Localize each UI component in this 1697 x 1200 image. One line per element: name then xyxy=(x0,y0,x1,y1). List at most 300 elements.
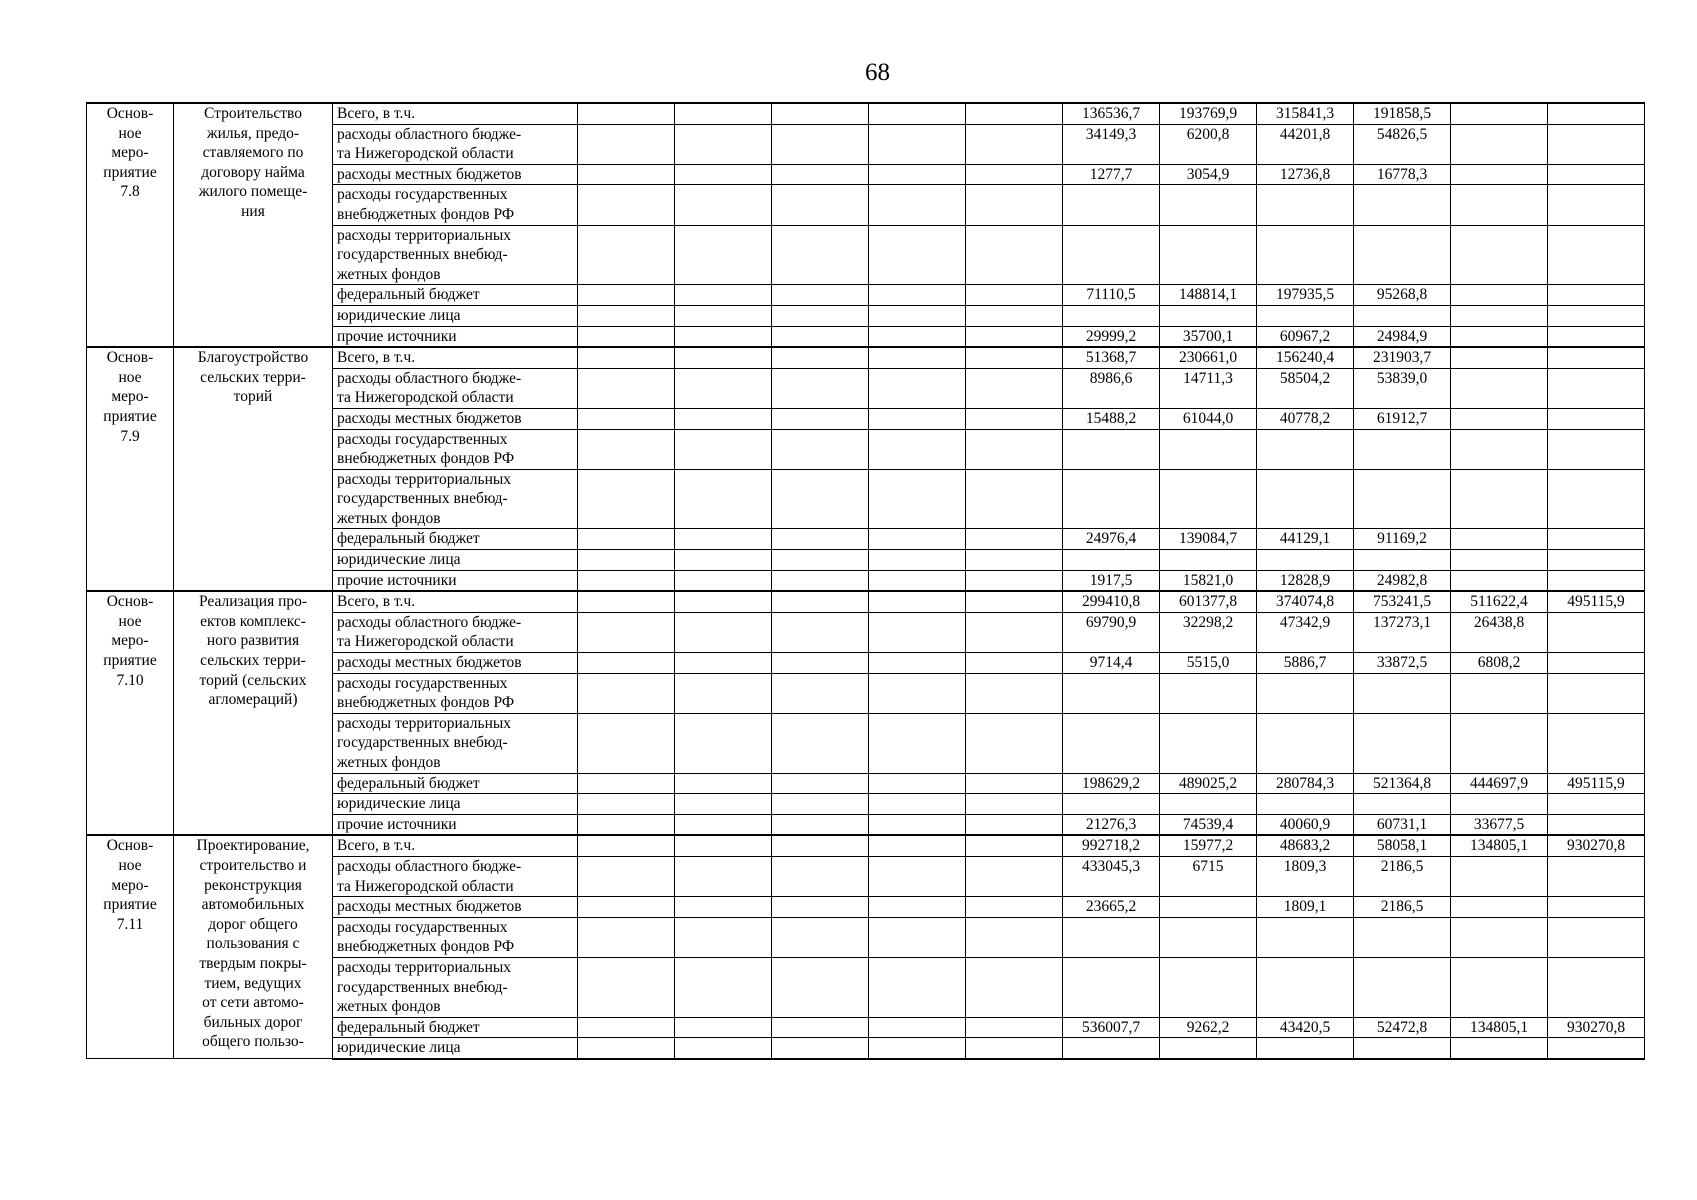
value-cell xyxy=(869,917,966,957)
value-cell: 299410,8 xyxy=(1063,591,1160,612)
value-cell: 15821,0 xyxy=(1160,570,1257,591)
value-cell xyxy=(675,794,772,815)
value-cell: 511622,4 xyxy=(1451,591,1548,612)
value-cell xyxy=(675,408,772,429)
value-cell xyxy=(1548,305,1645,326)
value-cell xyxy=(675,856,772,896)
value-cell xyxy=(1160,305,1257,326)
value-cell xyxy=(869,225,966,285)
value-cell: 156240,4 xyxy=(1257,347,1354,368)
value-cell: 521364,8 xyxy=(1354,773,1451,794)
value-cell xyxy=(1063,1038,1160,1059)
value-cell: 137273,1 xyxy=(1354,612,1451,652)
value-cell xyxy=(1160,673,1257,713)
value-cell: 8986,6 xyxy=(1063,368,1160,408)
funding-source: юридические лица xyxy=(333,794,578,815)
value-cell xyxy=(1160,1038,1257,1059)
value-cell: 136536,7 xyxy=(1063,103,1160,124)
funding-source: расходы территориальных государственных внебюд- жетных фондов xyxy=(333,225,578,285)
funding-source: федеральный бюджет xyxy=(333,773,578,794)
value-cell xyxy=(578,612,675,652)
value-cell xyxy=(578,835,675,856)
funding-source: прочие источники xyxy=(333,570,578,591)
value-cell xyxy=(1548,814,1645,835)
value-cell xyxy=(1451,225,1548,285)
value-cell: 16778,3 xyxy=(1354,164,1451,185)
value-cell: 495115,9 xyxy=(1548,591,1645,612)
value-cell: 193769,9 xyxy=(1160,103,1257,124)
value-cell xyxy=(772,529,869,550)
value-cell: 61044,0 xyxy=(1160,408,1257,429)
funding-source: расходы областного бюдже- та Нижегородской области xyxy=(333,612,578,652)
value-cell xyxy=(578,591,675,612)
value-cell xyxy=(966,429,1063,469)
value-cell xyxy=(772,225,869,285)
value-cell xyxy=(1548,185,1645,225)
value-cell: 315841,3 xyxy=(1257,103,1354,124)
event-label: Основ- ное меро- приятие 7.11 xyxy=(87,835,174,1059)
value-cell xyxy=(772,164,869,185)
value-cell xyxy=(1354,1038,1451,1059)
value-cell xyxy=(675,835,772,856)
value-cell xyxy=(772,347,869,368)
funding-source: расходы областного бюдже- та Нижегородской области xyxy=(333,368,578,408)
value-cell xyxy=(772,713,869,773)
value-cell xyxy=(1354,185,1451,225)
value-cell xyxy=(1548,612,1645,652)
value-cell xyxy=(1257,794,1354,815)
funding-source: федеральный бюджет xyxy=(333,1017,578,1038)
value-cell xyxy=(1451,469,1548,529)
value-cell xyxy=(966,225,1063,285)
funding-source: федеральный бюджет xyxy=(333,529,578,550)
value-cell xyxy=(966,957,1063,1017)
funding-source: расходы местных бюджетов xyxy=(333,164,578,185)
funding-source: юридические лица xyxy=(333,550,578,571)
value-cell xyxy=(869,856,966,896)
value-cell xyxy=(1257,550,1354,571)
value-cell xyxy=(772,326,869,347)
value-cell xyxy=(869,368,966,408)
value-cell: 95268,8 xyxy=(1354,285,1451,306)
value-cell xyxy=(1354,225,1451,285)
value-cell xyxy=(675,1017,772,1038)
value-cell xyxy=(772,429,869,469)
value-cell xyxy=(675,917,772,957)
value-cell xyxy=(1451,897,1548,918)
value-cell: 495115,9 xyxy=(1548,773,1645,794)
value-cell xyxy=(966,469,1063,529)
value-cell: 61912,7 xyxy=(1354,408,1451,429)
value-cell xyxy=(578,326,675,347)
value-cell xyxy=(578,653,675,674)
value-cell xyxy=(1548,408,1645,429)
value-cell: 48683,2 xyxy=(1257,835,1354,856)
value-cell xyxy=(675,103,772,124)
value-cell xyxy=(1548,550,1645,571)
funding-source: Всего, в т.ч. xyxy=(333,591,578,612)
value-cell xyxy=(1257,713,1354,773)
value-cell: 44129,1 xyxy=(1257,529,1354,550)
event-label: Основ- ное меро- приятие 7.10 xyxy=(87,591,174,835)
value-cell xyxy=(772,570,869,591)
value-cell xyxy=(772,1038,869,1059)
funding-source: расходы государственных внебюджетных фондов РФ xyxy=(333,185,578,225)
value-cell xyxy=(869,897,966,918)
value-cell xyxy=(578,897,675,918)
value-cell xyxy=(578,225,675,285)
value-cell xyxy=(966,185,1063,225)
value-cell xyxy=(966,713,1063,773)
value-cell xyxy=(675,326,772,347)
event-name: Строительство жилья, предо- ставляемого по договору найма жилого помеще- ния xyxy=(174,103,333,347)
value-cell xyxy=(772,917,869,957)
value-cell xyxy=(1160,225,1257,285)
value-cell xyxy=(1063,225,1160,285)
value-cell xyxy=(869,529,966,550)
value-cell xyxy=(1354,550,1451,571)
value-cell xyxy=(675,591,772,612)
value-cell xyxy=(869,305,966,326)
value-cell xyxy=(1451,305,1548,326)
value-cell xyxy=(578,103,675,124)
funding-source: прочие источники xyxy=(333,814,578,835)
value-cell xyxy=(772,1017,869,1038)
funding-source: расходы областного бюдже- та Нижегородской области xyxy=(333,856,578,896)
value-cell xyxy=(772,408,869,429)
value-cell xyxy=(966,550,1063,571)
value-cell xyxy=(1451,164,1548,185)
value-cell xyxy=(772,469,869,529)
value-cell xyxy=(578,917,675,957)
value-cell: 280784,3 xyxy=(1257,773,1354,794)
value-cell xyxy=(772,653,869,674)
funding-source: расходы территориальных государственных внебюд- жетных фондов xyxy=(333,713,578,773)
value-cell xyxy=(1257,1038,1354,1059)
value-cell xyxy=(1160,917,1257,957)
page-number: 68 xyxy=(865,59,890,86)
value-cell xyxy=(1451,429,1548,469)
event-label: Основ- ное меро- приятие 7.9 xyxy=(87,347,174,591)
value-cell: 134805,1 xyxy=(1451,1017,1548,1038)
value-cell xyxy=(1548,794,1645,815)
value-cell: 2186,5 xyxy=(1354,897,1451,918)
value-cell: 51368,7 xyxy=(1063,347,1160,368)
value-cell xyxy=(1063,469,1160,529)
value-cell xyxy=(772,550,869,571)
value-cell xyxy=(1548,326,1645,347)
value-cell xyxy=(1063,305,1160,326)
value-cell xyxy=(675,713,772,773)
funding-source: расходы местных бюджетов xyxy=(333,653,578,674)
table-row xyxy=(87,835,1645,856)
value-cell xyxy=(675,469,772,529)
value-cell: 24982,8 xyxy=(1354,570,1451,591)
value-cell xyxy=(966,612,1063,652)
value-cell xyxy=(1548,529,1645,550)
value-cell: 992718,2 xyxy=(1063,835,1160,856)
value-cell: 44201,8 xyxy=(1257,124,1354,164)
value-cell xyxy=(772,285,869,306)
funding-source: Всего, в т.ч. xyxy=(333,347,578,368)
event-label: Основ- ное меро- приятие 7.8 xyxy=(87,103,174,347)
value-cell xyxy=(675,164,772,185)
value-cell xyxy=(966,591,1063,612)
value-cell: 71110,5 xyxy=(1063,285,1160,306)
value-cell xyxy=(1451,713,1548,773)
value-cell xyxy=(1548,570,1645,591)
value-cell xyxy=(869,957,966,1017)
value-cell xyxy=(772,814,869,835)
value-cell: 433045,3 xyxy=(1063,856,1160,896)
value-cell xyxy=(675,225,772,285)
value-cell xyxy=(966,1017,1063,1038)
event-name: Благоустройство сельских терри- торий xyxy=(174,347,333,591)
value-cell: 1809,3 xyxy=(1257,856,1354,896)
value-cell xyxy=(1548,164,1645,185)
value-cell xyxy=(966,305,1063,326)
value-cell: 35700,1 xyxy=(1160,326,1257,347)
value-cell: 12828,9 xyxy=(1257,570,1354,591)
value-cell xyxy=(1548,124,1645,164)
funding-source: расходы областного бюдже- та Нижегородской области xyxy=(333,124,578,164)
value-cell xyxy=(966,285,1063,306)
value-cell xyxy=(869,326,966,347)
value-cell xyxy=(772,856,869,896)
value-cell xyxy=(1548,285,1645,306)
value-cell xyxy=(772,897,869,918)
value-cell xyxy=(772,124,869,164)
value-cell: 536007,7 xyxy=(1063,1017,1160,1038)
value-cell: 139084,7 xyxy=(1160,529,1257,550)
value-cell xyxy=(578,185,675,225)
value-cell xyxy=(1257,957,1354,1017)
value-cell xyxy=(1548,1038,1645,1059)
value-cell: 12736,8 xyxy=(1257,164,1354,185)
value-cell xyxy=(675,124,772,164)
funding-source: расходы местных бюджетов xyxy=(333,897,578,918)
value-cell xyxy=(1257,305,1354,326)
value-cell: 5515,0 xyxy=(1160,653,1257,674)
funding-source: Всего, в т.ч. xyxy=(333,103,578,124)
value-cell xyxy=(772,957,869,1017)
value-cell xyxy=(869,794,966,815)
value-cell: 191858,5 xyxy=(1354,103,1451,124)
value-cell xyxy=(966,326,1063,347)
value-cell xyxy=(578,164,675,185)
funding-source: расходы государственных внебюджетных фондов РФ xyxy=(333,917,578,957)
value-cell xyxy=(966,897,1063,918)
funding-source: юридические лица xyxy=(333,1038,578,1059)
value-cell: 33872,5 xyxy=(1354,653,1451,674)
value-cell xyxy=(966,408,1063,429)
value-cell xyxy=(578,570,675,591)
value-cell: 60967,2 xyxy=(1257,326,1354,347)
value-cell xyxy=(966,917,1063,957)
value-cell: 33677,5 xyxy=(1451,814,1548,835)
value-cell xyxy=(966,570,1063,591)
value-cell xyxy=(1354,305,1451,326)
value-cell xyxy=(1257,185,1354,225)
value-cell: 34149,3 xyxy=(1063,124,1160,164)
value-cell: 753241,5 xyxy=(1354,591,1451,612)
value-cell xyxy=(869,124,966,164)
value-cell xyxy=(1548,917,1645,957)
value-cell xyxy=(1548,347,1645,368)
value-cell xyxy=(869,814,966,835)
value-cell xyxy=(1160,550,1257,571)
funding-source: расходы территориальных государственных внебюд- жетных фондов xyxy=(333,957,578,1017)
value-cell: 9262,2 xyxy=(1160,1017,1257,1038)
value-cell: 40060,9 xyxy=(1257,814,1354,835)
value-cell xyxy=(675,814,772,835)
value-cell xyxy=(578,856,675,896)
value-cell xyxy=(772,185,869,225)
value-cell xyxy=(869,713,966,773)
value-cell xyxy=(772,835,869,856)
value-cell xyxy=(966,653,1063,674)
table-row xyxy=(87,103,1645,124)
value-cell xyxy=(578,773,675,794)
value-cell xyxy=(578,529,675,550)
value-cell xyxy=(1160,429,1257,469)
value-cell xyxy=(869,1038,966,1059)
value-cell xyxy=(1451,408,1548,429)
value-cell: 6808,2 xyxy=(1451,653,1548,674)
value-cell xyxy=(1063,957,1160,1017)
value-cell xyxy=(1354,713,1451,773)
value-cell xyxy=(869,612,966,652)
value-cell: 29999,2 xyxy=(1063,326,1160,347)
value-cell: 601377,8 xyxy=(1160,591,1257,612)
value-cell xyxy=(1354,673,1451,713)
value-cell xyxy=(1548,897,1645,918)
value-cell: 6200,8 xyxy=(1160,124,1257,164)
value-cell xyxy=(675,570,772,591)
value-cell xyxy=(772,794,869,815)
funding-source: Всего, в т.ч. xyxy=(333,835,578,856)
value-cell xyxy=(578,794,675,815)
value-cell: 198629,2 xyxy=(1063,773,1160,794)
value-cell xyxy=(1354,469,1451,529)
value-cell xyxy=(675,897,772,918)
value-cell: 15488,2 xyxy=(1063,408,1160,429)
funding-source: федеральный бюджет xyxy=(333,285,578,306)
value-cell xyxy=(578,429,675,469)
value-cell xyxy=(1451,794,1548,815)
value-cell xyxy=(1257,917,1354,957)
value-cell xyxy=(1451,856,1548,896)
value-cell: 1277,7 xyxy=(1063,164,1160,185)
value-cell xyxy=(1451,550,1548,571)
value-cell: 6715 xyxy=(1160,856,1257,896)
value-cell: 148814,1 xyxy=(1160,285,1257,306)
value-cell xyxy=(869,347,966,368)
value-cell: 58058,1 xyxy=(1354,835,1451,856)
value-cell xyxy=(966,856,1063,896)
value-cell: 1809,1 xyxy=(1257,897,1354,918)
value-cell xyxy=(675,773,772,794)
funding-source: расходы территориальных государственных внебюд- жетных фондов xyxy=(333,469,578,529)
value-cell xyxy=(1257,469,1354,529)
value-cell xyxy=(1063,713,1160,773)
value-cell xyxy=(1451,570,1548,591)
value-cell xyxy=(1451,185,1548,225)
value-cell: 489025,2 xyxy=(1160,773,1257,794)
value-cell xyxy=(1063,794,1160,815)
value-cell xyxy=(1257,225,1354,285)
table-row xyxy=(87,591,1645,612)
value-cell xyxy=(966,124,1063,164)
event-name: Проектирование, строительство и реконструкция автомобильных дорог общего пользования с твердым покры- тием, ведущих от сети автомо- бильных дорог общего пользо- xyxy=(174,835,333,1059)
value-cell: 5886,7 xyxy=(1257,653,1354,674)
table-body xyxy=(87,103,1645,1059)
value-cell xyxy=(1548,103,1645,124)
value-cell xyxy=(869,653,966,674)
value-cell xyxy=(869,408,966,429)
value-cell xyxy=(966,164,1063,185)
value-cell xyxy=(966,673,1063,713)
event-name: Реализация про- ектов комплекс- ного развития сельских терри- торий (сельских агломераций) xyxy=(174,591,333,835)
value-cell: 15977,2 xyxy=(1160,835,1257,856)
value-cell: 32298,2 xyxy=(1160,612,1257,652)
value-cell: 58504,2 xyxy=(1257,368,1354,408)
value-cell xyxy=(1160,794,1257,815)
value-cell xyxy=(966,835,1063,856)
value-cell: 60731,1 xyxy=(1354,814,1451,835)
funding-source: расходы государственных внебюджетных фондов РФ xyxy=(333,429,578,469)
value-cell xyxy=(869,673,966,713)
value-cell xyxy=(1451,368,1548,408)
value-cell xyxy=(869,550,966,571)
value-cell xyxy=(772,673,869,713)
value-cell xyxy=(772,591,869,612)
value-cell: 23665,2 xyxy=(1063,897,1160,918)
value-cell xyxy=(869,773,966,794)
value-cell xyxy=(1548,225,1645,285)
value-cell xyxy=(1548,673,1645,713)
value-cell xyxy=(1354,957,1451,1017)
value-cell: 930270,8 xyxy=(1548,835,1645,856)
value-cell xyxy=(578,368,675,408)
value-cell xyxy=(1548,368,1645,408)
value-cell xyxy=(869,1017,966,1038)
value-cell xyxy=(1451,957,1548,1017)
value-cell xyxy=(1354,429,1451,469)
value-cell xyxy=(675,305,772,326)
value-cell xyxy=(869,185,966,225)
value-cell xyxy=(578,347,675,368)
budget-table xyxy=(86,102,1645,1060)
value-cell xyxy=(1451,917,1548,957)
value-cell: 134805,1 xyxy=(1451,835,1548,856)
value-cell xyxy=(772,612,869,652)
value-cell xyxy=(869,429,966,469)
value-cell: 26438,8 xyxy=(1451,612,1548,652)
value-cell: 2186,5 xyxy=(1354,856,1451,896)
value-cell: 40778,2 xyxy=(1257,408,1354,429)
value-cell: 54826,5 xyxy=(1354,124,1451,164)
value-cell xyxy=(675,429,772,469)
value-cell: 14711,3 xyxy=(1160,368,1257,408)
value-cell xyxy=(675,1038,772,1059)
funding-source: юридические лица xyxy=(333,305,578,326)
value-cell xyxy=(578,550,675,571)
funding-source: расходы местных бюджетов xyxy=(333,408,578,429)
value-cell xyxy=(966,1038,1063,1059)
value-cell: 197935,5 xyxy=(1257,285,1354,306)
value-cell xyxy=(675,673,772,713)
